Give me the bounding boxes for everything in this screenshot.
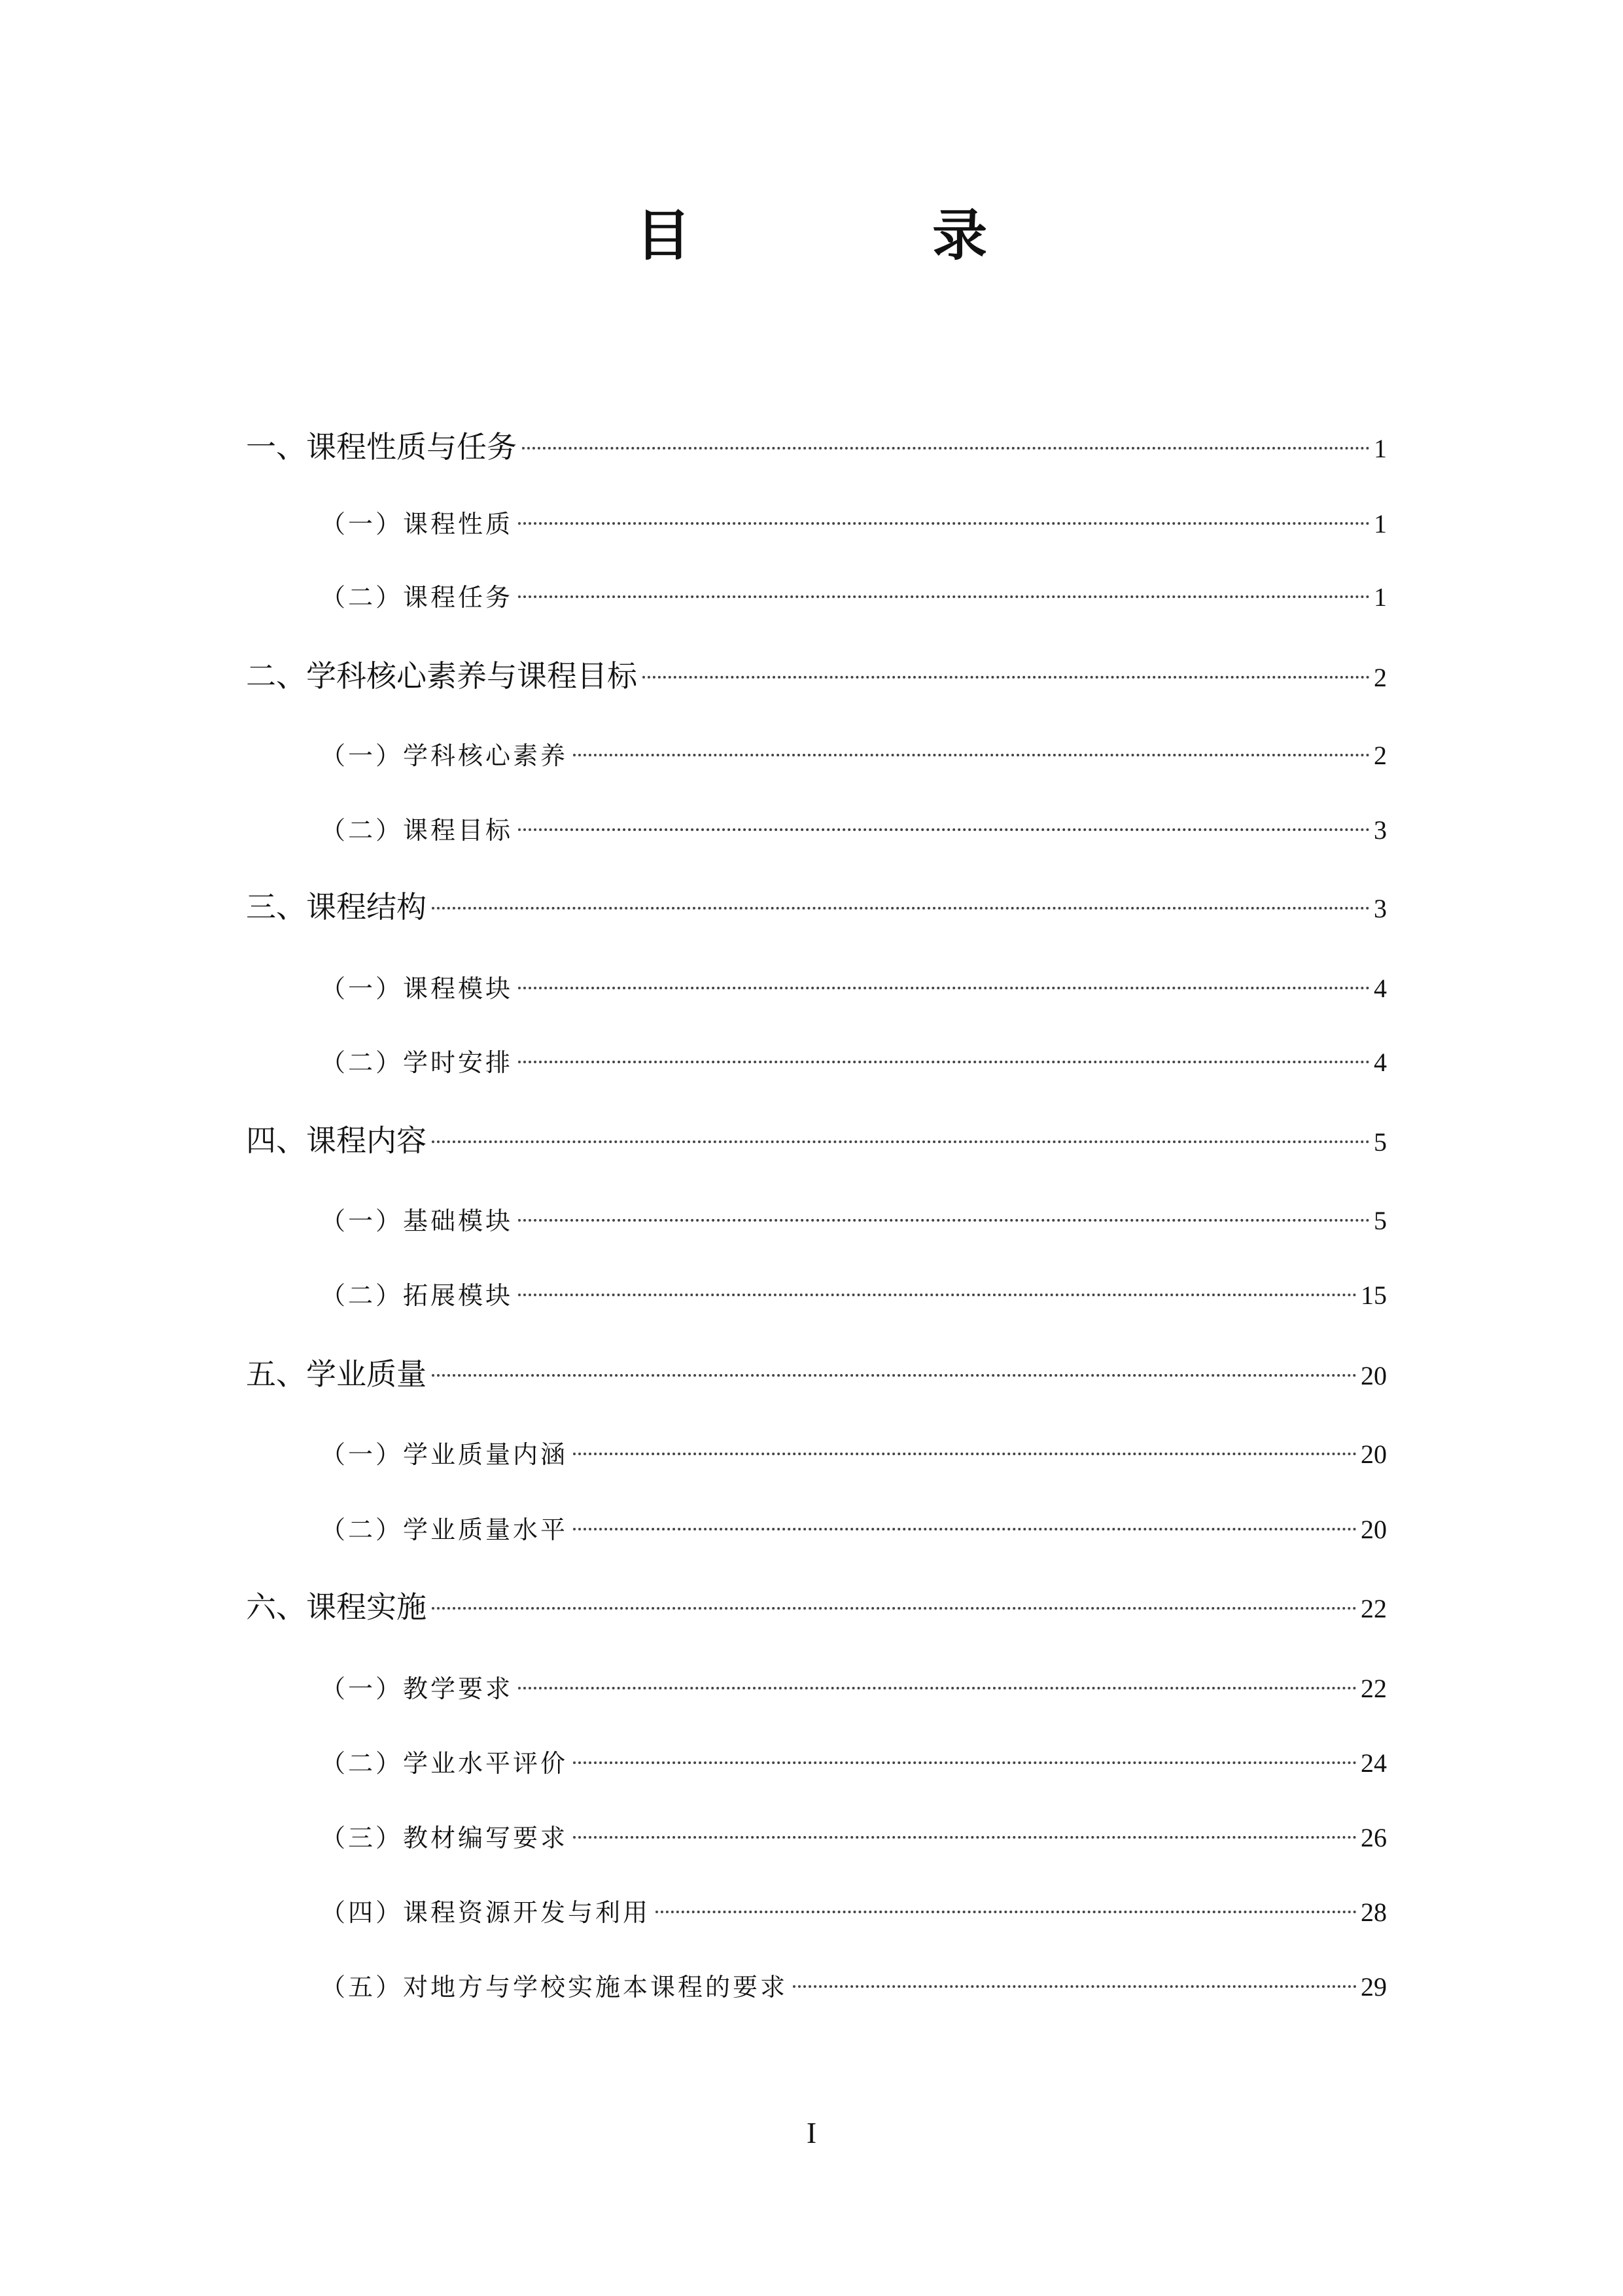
toc-dot-leader (518, 522, 1370, 525)
toc-entry-4-2[interactable] (321, 1273, 1387, 1318)
toc-entry-label: （二）学业质量水平 (321, 1515, 568, 1544)
toc-entry-label: 二、学科核心素养与课程目标 (246, 658, 637, 694)
toc-entry-label: 三、课程结构 (246, 889, 427, 925)
toc-entry-label: （一）学科核心素养 (321, 741, 568, 770)
toc-entry-label: （一）教学要求 (321, 1674, 514, 1703)
toc-entry-page: 5 (1374, 1127, 1387, 1157)
toc-entry-label: （一）基础模块 (321, 1207, 514, 1235)
toc-dot-leader (642, 676, 1370, 679)
toc-entry-label: （二）课程目标 (321, 816, 514, 845)
toc-dot-leader (573, 1761, 1357, 1764)
toc-dot-leader (432, 1607, 1357, 1610)
toc-entry-page: 29 (1361, 1972, 1387, 2002)
toc-entry-label: （三）教材编写要求 (321, 1824, 568, 1852)
toc-dot-leader (432, 1140, 1370, 1143)
toc-dot-leader (573, 754, 1370, 756)
page-title: 目 录 (635, 203, 1099, 268)
toc-dot-leader (518, 1294, 1357, 1296)
toc-entry-page: 24 (1361, 1748, 1387, 1778)
toc-entry-1-2[interactable] (321, 574, 1387, 620)
toc-entry-section-4[interactable] (246, 1118, 1387, 1165)
toc-entry-section-6[interactable] (246, 1584, 1387, 1632)
toc-entry-section-5[interactable] (246, 1351, 1387, 1399)
toc-entry-label: （二）课程任务 (321, 583, 514, 612)
toc-dot-leader (655, 1911, 1357, 1913)
toc-dot-leader (793, 1985, 1357, 1988)
toc-entry-4-1[interactable] (321, 1198, 1387, 1244)
toc-entry-section-3[interactable] (246, 884, 1387, 932)
toc-entry-page: 1 (1374, 582, 1387, 612)
toc-entry-label: （五）对地方与学校实施本课程的要求 (321, 1973, 788, 2002)
toc-entry-page: 22 (1361, 1674, 1387, 1703)
toc-entry-page: 26 (1361, 1823, 1387, 1852)
toc-dot-leader (432, 907, 1370, 910)
toc-entry-5-2[interactable] (321, 1507, 1387, 1553)
toc-entry-label: 一、课程性质与任务 (246, 429, 517, 465)
toc-entry-6-4[interactable] (321, 1890, 1387, 1935)
toc-entry-page: 20 (1361, 1361, 1387, 1390)
toc-entry-page: 15 (1361, 1280, 1387, 1310)
toc-dot-leader (573, 1836, 1357, 1839)
toc-dot-leader (518, 987, 1370, 989)
toc-dot-leader (518, 1219, 1370, 1222)
toc-entry-6-3[interactable] (321, 1815, 1387, 1861)
toc-dot-leader (573, 1528, 1357, 1530)
toc-entry-section-1[interactable] (246, 424, 1387, 472)
toc-entry-label: （一）课程性质 (321, 510, 514, 539)
toc-entry-page: 20 (1361, 1515, 1387, 1544)
toc-entry-page: 3 (1374, 815, 1387, 845)
toc-entry-label: （二）学业水平评价 (321, 1749, 568, 1778)
toc-entry-page: 22 (1361, 1594, 1387, 1623)
toc-entry-page: 4 (1374, 974, 1387, 1003)
toc-entry-3-2[interactable] (321, 1040, 1387, 1086)
toc-entry-5-1[interactable] (321, 1432, 1387, 1477)
toc-entry-page: 3 (1374, 894, 1387, 923)
toc-entry-2-1[interactable] (321, 733, 1387, 779)
toc-entry-label: 六、课程实施 (246, 1589, 427, 1625)
toc-entry-3-1[interactable] (321, 966, 1387, 1012)
toc-entry-page: 20 (1361, 1439, 1387, 1469)
toc-entry-page: 1 (1374, 434, 1387, 463)
toc-entry-1-1[interactable] (321, 501, 1387, 547)
toc-entry-2-2[interactable] (321, 807, 1387, 853)
toc-dot-leader (518, 595, 1370, 598)
toc-entry-page: 4 (1374, 1048, 1387, 1077)
toc-dot-leader (573, 1453, 1357, 1455)
toc-entry-label: （一）学业质量内涵 (321, 1440, 568, 1469)
toc-entry-label: （四）课程资源开发与利用 (321, 1898, 651, 1927)
toc-entry-label: （二）拓展模块 (321, 1281, 514, 1310)
toc-entry-6-1[interactable] (321, 1666, 1387, 1712)
toc-dot-leader (522, 447, 1370, 450)
toc-entry-label: （二）学时安排 (321, 1048, 514, 1077)
toc-entry-page: 2 (1374, 741, 1387, 770)
toc-entry-section-2[interactable] (246, 653, 1387, 701)
toc-entry-label: 五、学业质量 (246, 1356, 427, 1392)
toc-entry-page: 28 (1361, 1898, 1387, 1927)
toc-dot-leader (432, 1374, 1357, 1377)
toc-dot-leader (518, 828, 1370, 831)
toc-entry-page: 5 (1374, 1206, 1387, 1235)
toc-entry-label: （一）课程模块 (321, 974, 514, 1003)
toc-entry-page: 1 (1374, 509, 1387, 539)
toc-dot-leader (518, 1687, 1357, 1689)
toc-dot-leader (518, 1061, 1370, 1063)
toc-entry-6-5[interactable] (321, 1964, 1387, 2010)
toc-entry-6-2[interactable] (321, 1740, 1387, 1786)
toc-entry-label: 四、课程内容 (246, 1123, 427, 1158)
footer-page-number: I (806, 2116, 817, 2149)
toc-entry-page: 2 (1374, 663, 1387, 692)
